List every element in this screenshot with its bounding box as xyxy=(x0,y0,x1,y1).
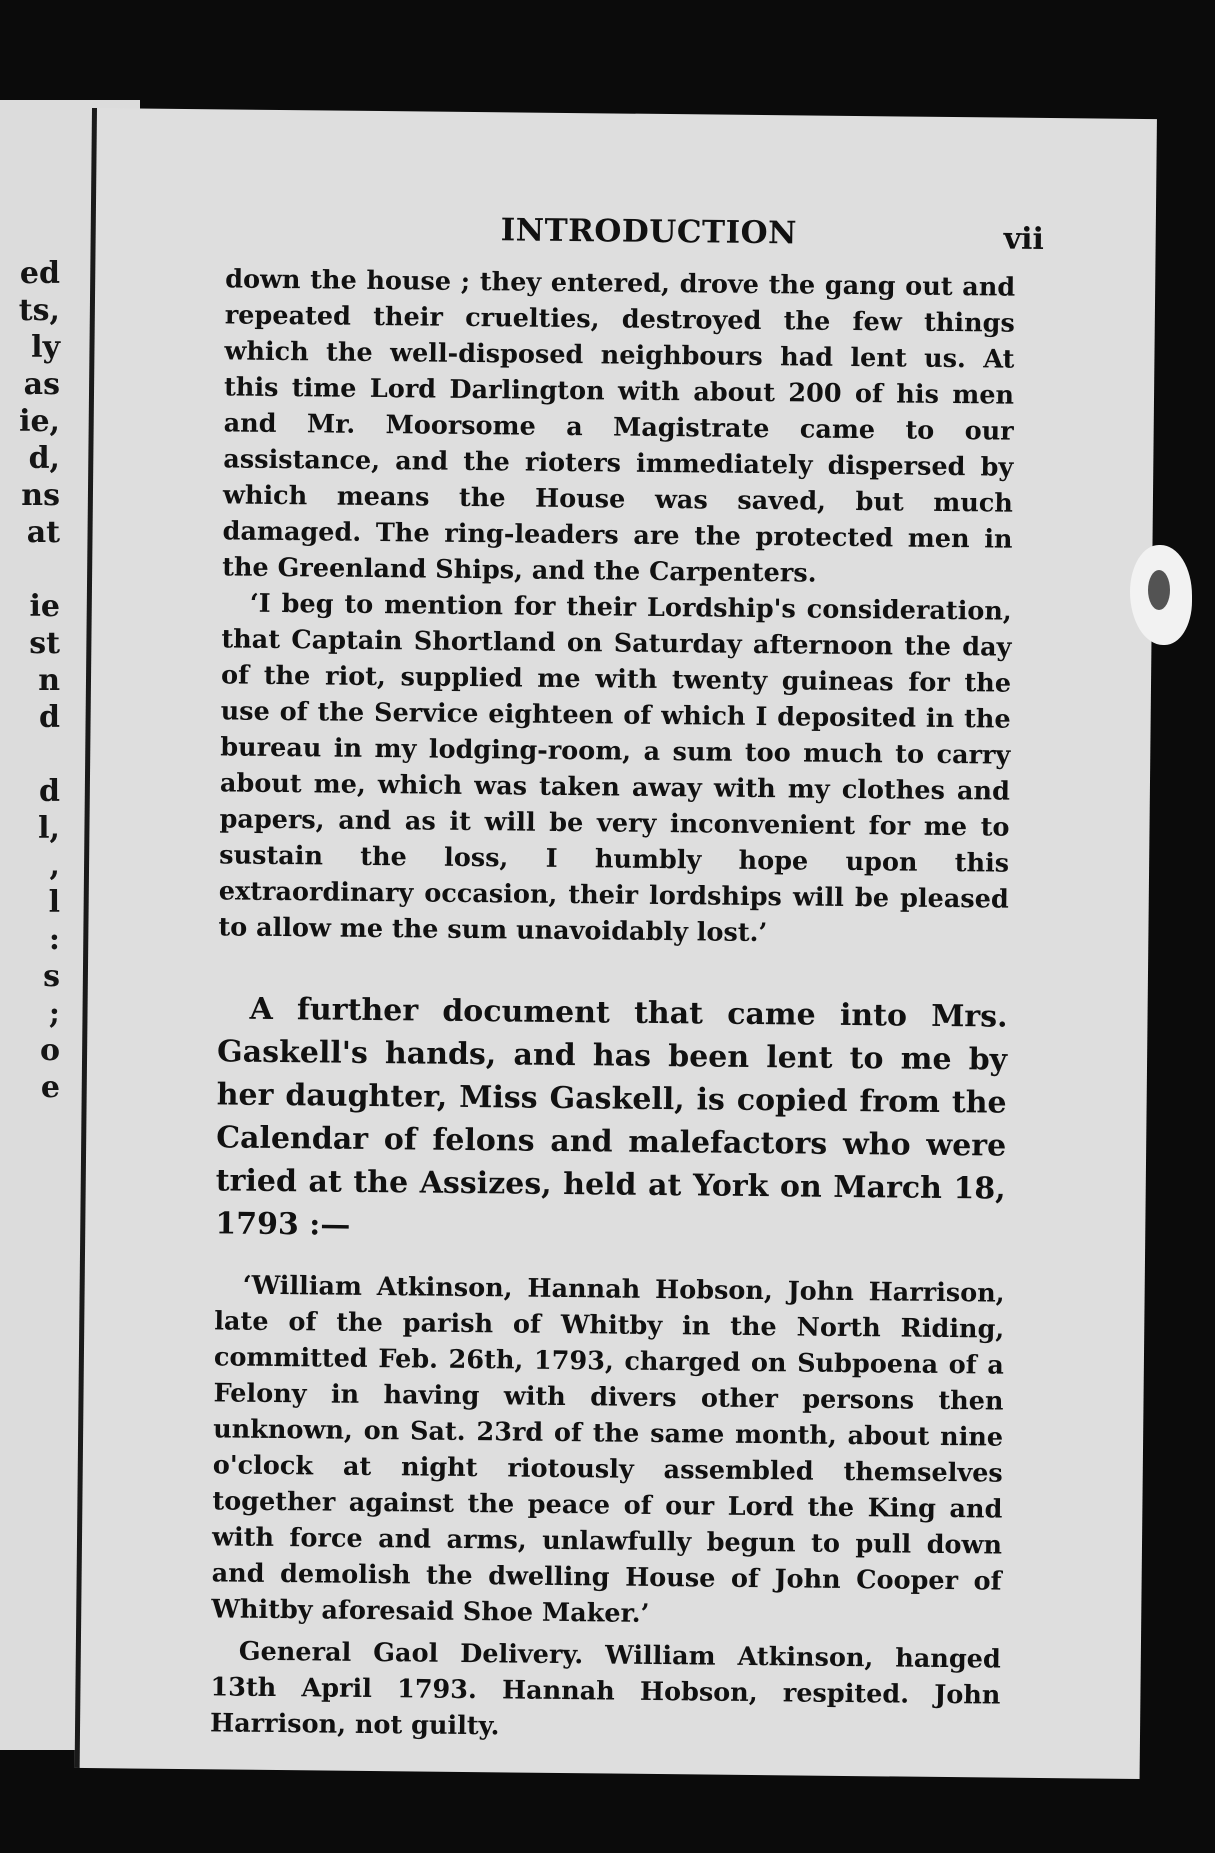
page-body xyxy=(210,261,1015,1749)
facing-page-fragment: ns xyxy=(21,478,60,513)
facing-page-fragment: s xyxy=(43,959,60,994)
facing-page-fragment: ie, xyxy=(19,404,60,439)
facing-page-fragment: st xyxy=(29,626,60,661)
facing-page-fragment: ed xyxy=(19,256,60,291)
facing-page-fragment: : xyxy=(48,922,60,957)
facing-page-fragment: d xyxy=(39,700,60,735)
calendar-record: ‘William Atkinson, Hannah Hobson, John Harrison, late of the parish of Whitby in the North Riding, committed Feb. 26th, 1793, charged on Subpoena of a Felony in having with divers other persons then unknown, on Sat. 23rd of the same month, about nine o'clock at night riotously assembled themselves together against the peace of our Lord the King and with force and arms, unlawfully begun to pull down and demolish the dwelling House of John Cooper of Whitby aforesaid Shoe Maker.’ xyxy=(211,1270,1005,1629)
facing-page-fragment xyxy=(0,736,60,773)
running-head: INTRODUCTION xyxy=(500,212,798,252)
gaol-delivery-note: General Gaol Delivery. William Atkinson, hanged 13th April 1793. Hannah Hobson, respited. John Harrison, not guilty. xyxy=(209,1636,1001,1742)
book-page xyxy=(75,108,1157,1779)
facing-page-fragment: ; xyxy=(48,996,60,1031)
narrative-paragraph: A further document that came into Mrs. Gaskell's hands, and has been lent to me by her daughter, Miss Gaskell, is copied from the Calendar of felons and malefactors who were tried at the Assizes, held at York on March 18, 1793 :— xyxy=(215,991,1008,1243)
facing-page-fragment: as xyxy=(23,367,60,402)
quote-paragraph-2: ‘I beg to mention for their Lordship's consideration, that Captain Shortland on Saturday afternoon the day of the riot, supplied me with twenty guineas for the use of the Service eighteen of which I deposited in the bureau in my lodging-room, a sum too much to carry about me, which was taken away with my clothes and papers, and as it will be very inconvenient for me to sustain the loss, I humbly hope upon this extraordinary occasion, their lordships will be pleased to allow me the sum unavoidably lost.’ xyxy=(218,588,1012,949)
facing-page-fragment: l xyxy=(48,885,60,920)
quote-paragraph-1: down the house ; they entered, drove the gang out and repeated their cruelties, destroyed the few things which the well-disposed neighbours had lent us. At this time Lord Darlington with about 200 of his men and Mr. Moorsome a Magistrate came to our assistance, and the rioters immediately dispersed by which means the House was saved, but much damaged. The ring-leaders are the protected men in the Greenland Ships, and the Carpenters. xyxy=(222,264,1016,589)
facing-page-text xyxy=(0,255,60,1106)
facing-page-fragment: l, xyxy=(38,811,60,846)
paper-damage-mark xyxy=(1130,545,1192,645)
page-header xyxy=(95,208,1055,268)
facing-page-fragment: e xyxy=(40,1070,60,1105)
facing-page-fragment: d, xyxy=(28,441,60,476)
letter-quote xyxy=(218,261,1015,953)
facing-page-fragment xyxy=(0,551,60,588)
facing-page-fragment: ie xyxy=(29,589,60,624)
facing-page-fragment: ly xyxy=(31,330,60,365)
page-number: vii xyxy=(1003,221,1045,257)
facing-page-fragment: d xyxy=(39,774,60,809)
facing-page-fragment: at xyxy=(26,515,60,550)
facing-page-fragment: ts, xyxy=(18,293,60,328)
facing-page-fragment: , xyxy=(49,848,60,883)
facing-page-fragment: o xyxy=(39,1033,60,1068)
facing-page-fragment: n xyxy=(38,663,60,698)
